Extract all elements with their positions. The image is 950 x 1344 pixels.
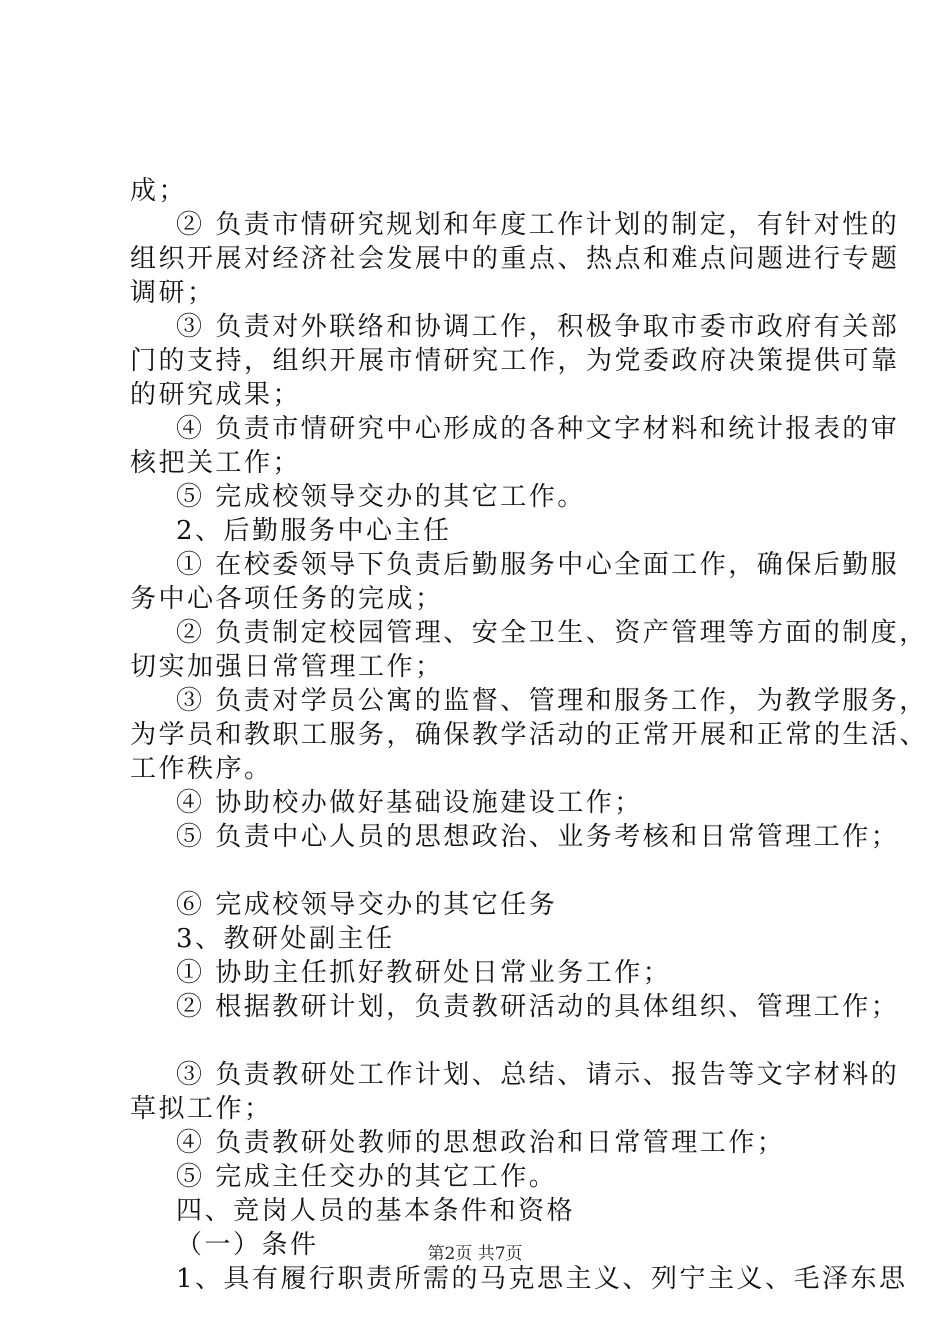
text-line: ④ 负责教研处教师的思想政治和日常管理工作； (176, 1128, 786, 1158)
text-line: ⑥ 完成校领导交办的其它任务 (176, 890, 558, 920)
page-number-footer: 第2页 共7页 (427, 1244, 523, 1264)
text-line: ③ 负责对外联络和协调工作，积极争取市委市政府有关部 (176, 312, 900, 342)
text-line: ④ 协助校办做好基础设施建设工作； (176, 788, 643, 818)
section-heading: 四、竞岗人员的基本条件和资格 (176, 1196, 576, 1226)
text-line: ④ 负责市情研究中心形成的各种文字材料和统计报表的审 (176, 414, 900, 444)
text-line: 1、具有履行职责所需的马克思主义、列宁主义、毛泽东思 (176, 1264, 908, 1294)
text-line: ③ 负责对学员公寓的监督、管理和服务工作，为教学服务， (176, 686, 928, 716)
text-line: 为学员和教职工服务，确保教学活动的正常开展和正常的生活、 (130, 720, 929, 750)
text-line: ⑤ 完成校领导交办的其它工作。 (176, 482, 586, 512)
text-line: 工作秩序。 (130, 754, 273, 784)
text-line: ③ 负责教研处工作计划、总结、请示、报告等文字材料的 (176, 1060, 900, 1090)
text-line: 草拟工作； (130, 1094, 273, 1124)
subsection-heading: （一）条件 (176, 1230, 319, 1260)
text-line: 切实加强日常管理工作； (130, 652, 444, 682)
text-line: ⑤ 负责中心人员的思想政治、业务考核和日常管理工作； (176, 822, 900, 852)
text-line: 成； (130, 176, 188, 206)
text-line: ⑤ 完成主任交办的其它工作。 (176, 1162, 558, 1192)
section-heading: 3、教研处副主任 (176, 924, 395, 954)
text-line: 的研究成果； (130, 380, 302, 410)
text-line: ② 负责市情研究规划和年度工作计划的制定，有针对性的 (176, 210, 900, 240)
text-line: 核把关工作； (130, 448, 302, 478)
text-line: ② 根据教研计划，负责教研活动的具体组织、管理工作； (176, 992, 900, 1022)
text-line: 务中心各项任务的完成； (130, 584, 444, 614)
text-line: ① 在校委领导下负责后勤服务中心全面工作，确保后勤服 (176, 550, 900, 580)
text-line: ② 负责制定校园管理、安全卫生、资产管理等方面的制度， (176, 618, 928, 648)
text-line: ① 协助主任抓好教研处日常业务工作； (176, 958, 672, 988)
text-line: 调研； (130, 278, 216, 308)
text-line: 组织开展对经济社会发展中的重点、热点和难点问题进行专题 (130, 244, 900, 274)
section-heading: 2、后勤服务中心主任 (176, 516, 452, 546)
text-line: 门的支持，组织开展市情研究工作，为党委政府决策提供可靠 (130, 346, 900, 376)
